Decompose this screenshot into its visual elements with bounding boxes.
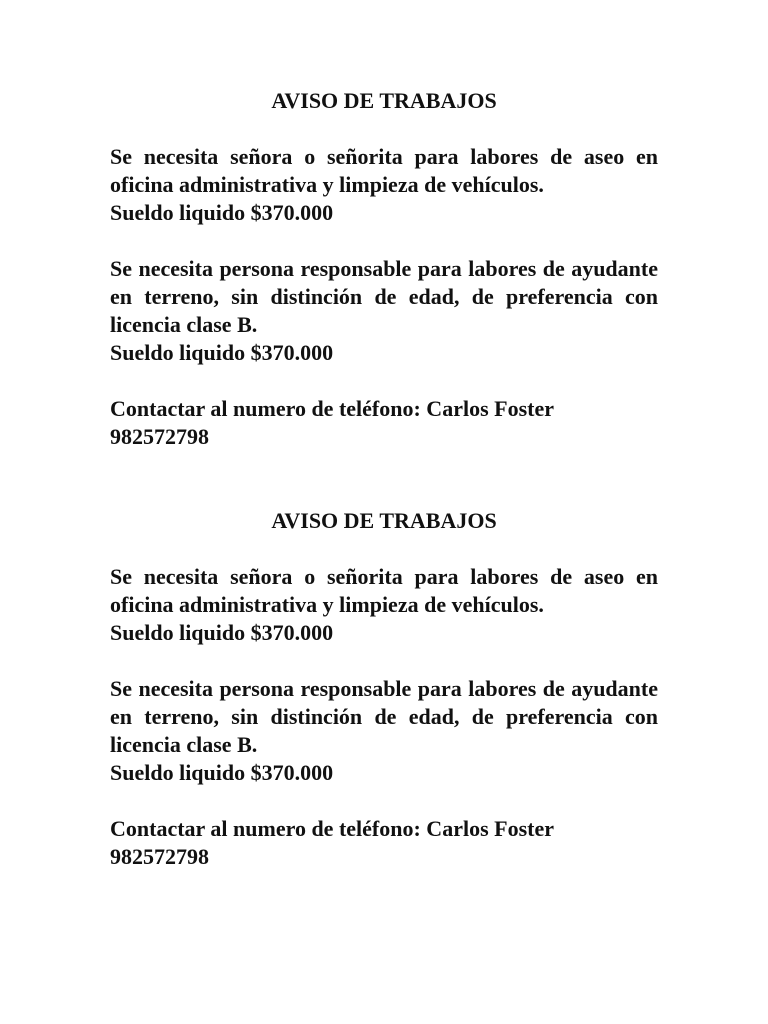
job-offer-cleaning — [110, 563, 658, 647]
job-description: Se necesita persona responsable para labores de ayudante en terreno, sin distinción de edad, de preferencia con licencia clase B. — [110, 676, 658, 757]
contact-info — [110, 395, 658, 451]
contact-phone: 982572798 — [110, 424, 209, 449]
salary-text: Sueldo liquido $370.000 — [110, 340, 334, 365]
job-notice-2 — [110, 507, 658, 871]
job-description: Se necesita persona responsable para labores de ayudante en terreno, sin distinción de edad, de preferencia con licencia clase B. — [110, 256, 658, 337]
notice-title: AVISO DE TRABAJOS — [271, 88, 497, 113]
job-notice-1 — [110, 87, 658, 451]
job-description: Se necesita señora o señorita para labores de aseo en oficina administrativa y limpieza de vehículos. — [110, 144, 658, 197]
salary-text: Sueldo liquido $370.000 — [110, 620, 334, 645]
salary-text: Sueldo liquido $370.000 — [110, 200, 334, 225]
job-offer-cleaning — [110, 143, 658, 227]
salary-text: Sueldo liquido $370.000 — [110, 760, 334, 785]
contact-info — [110, 815, 658, 871]
job-offer-field-assistant — [110, 255, 658, 367]
contact-phone: 982572798 — [110, 844, 209, 869]
contact-text: Contactar al numero de teléfono: Carlos Foster — [110, 816, 554, 841]
job-offer-field-assistant — [110, 675, 658, 787]
job-description: Se necesita señora o señorita para labores de aseo en oficina administrativa y limpieza de vehículos. — [110, 564, 658, 617]
contact-text: Contactar al numero de teléfono: Carlos Foster — [110, 396, 554, 421]
notice-title: AVISO DE TRABAJOS — [271, 508, 497, 533]
